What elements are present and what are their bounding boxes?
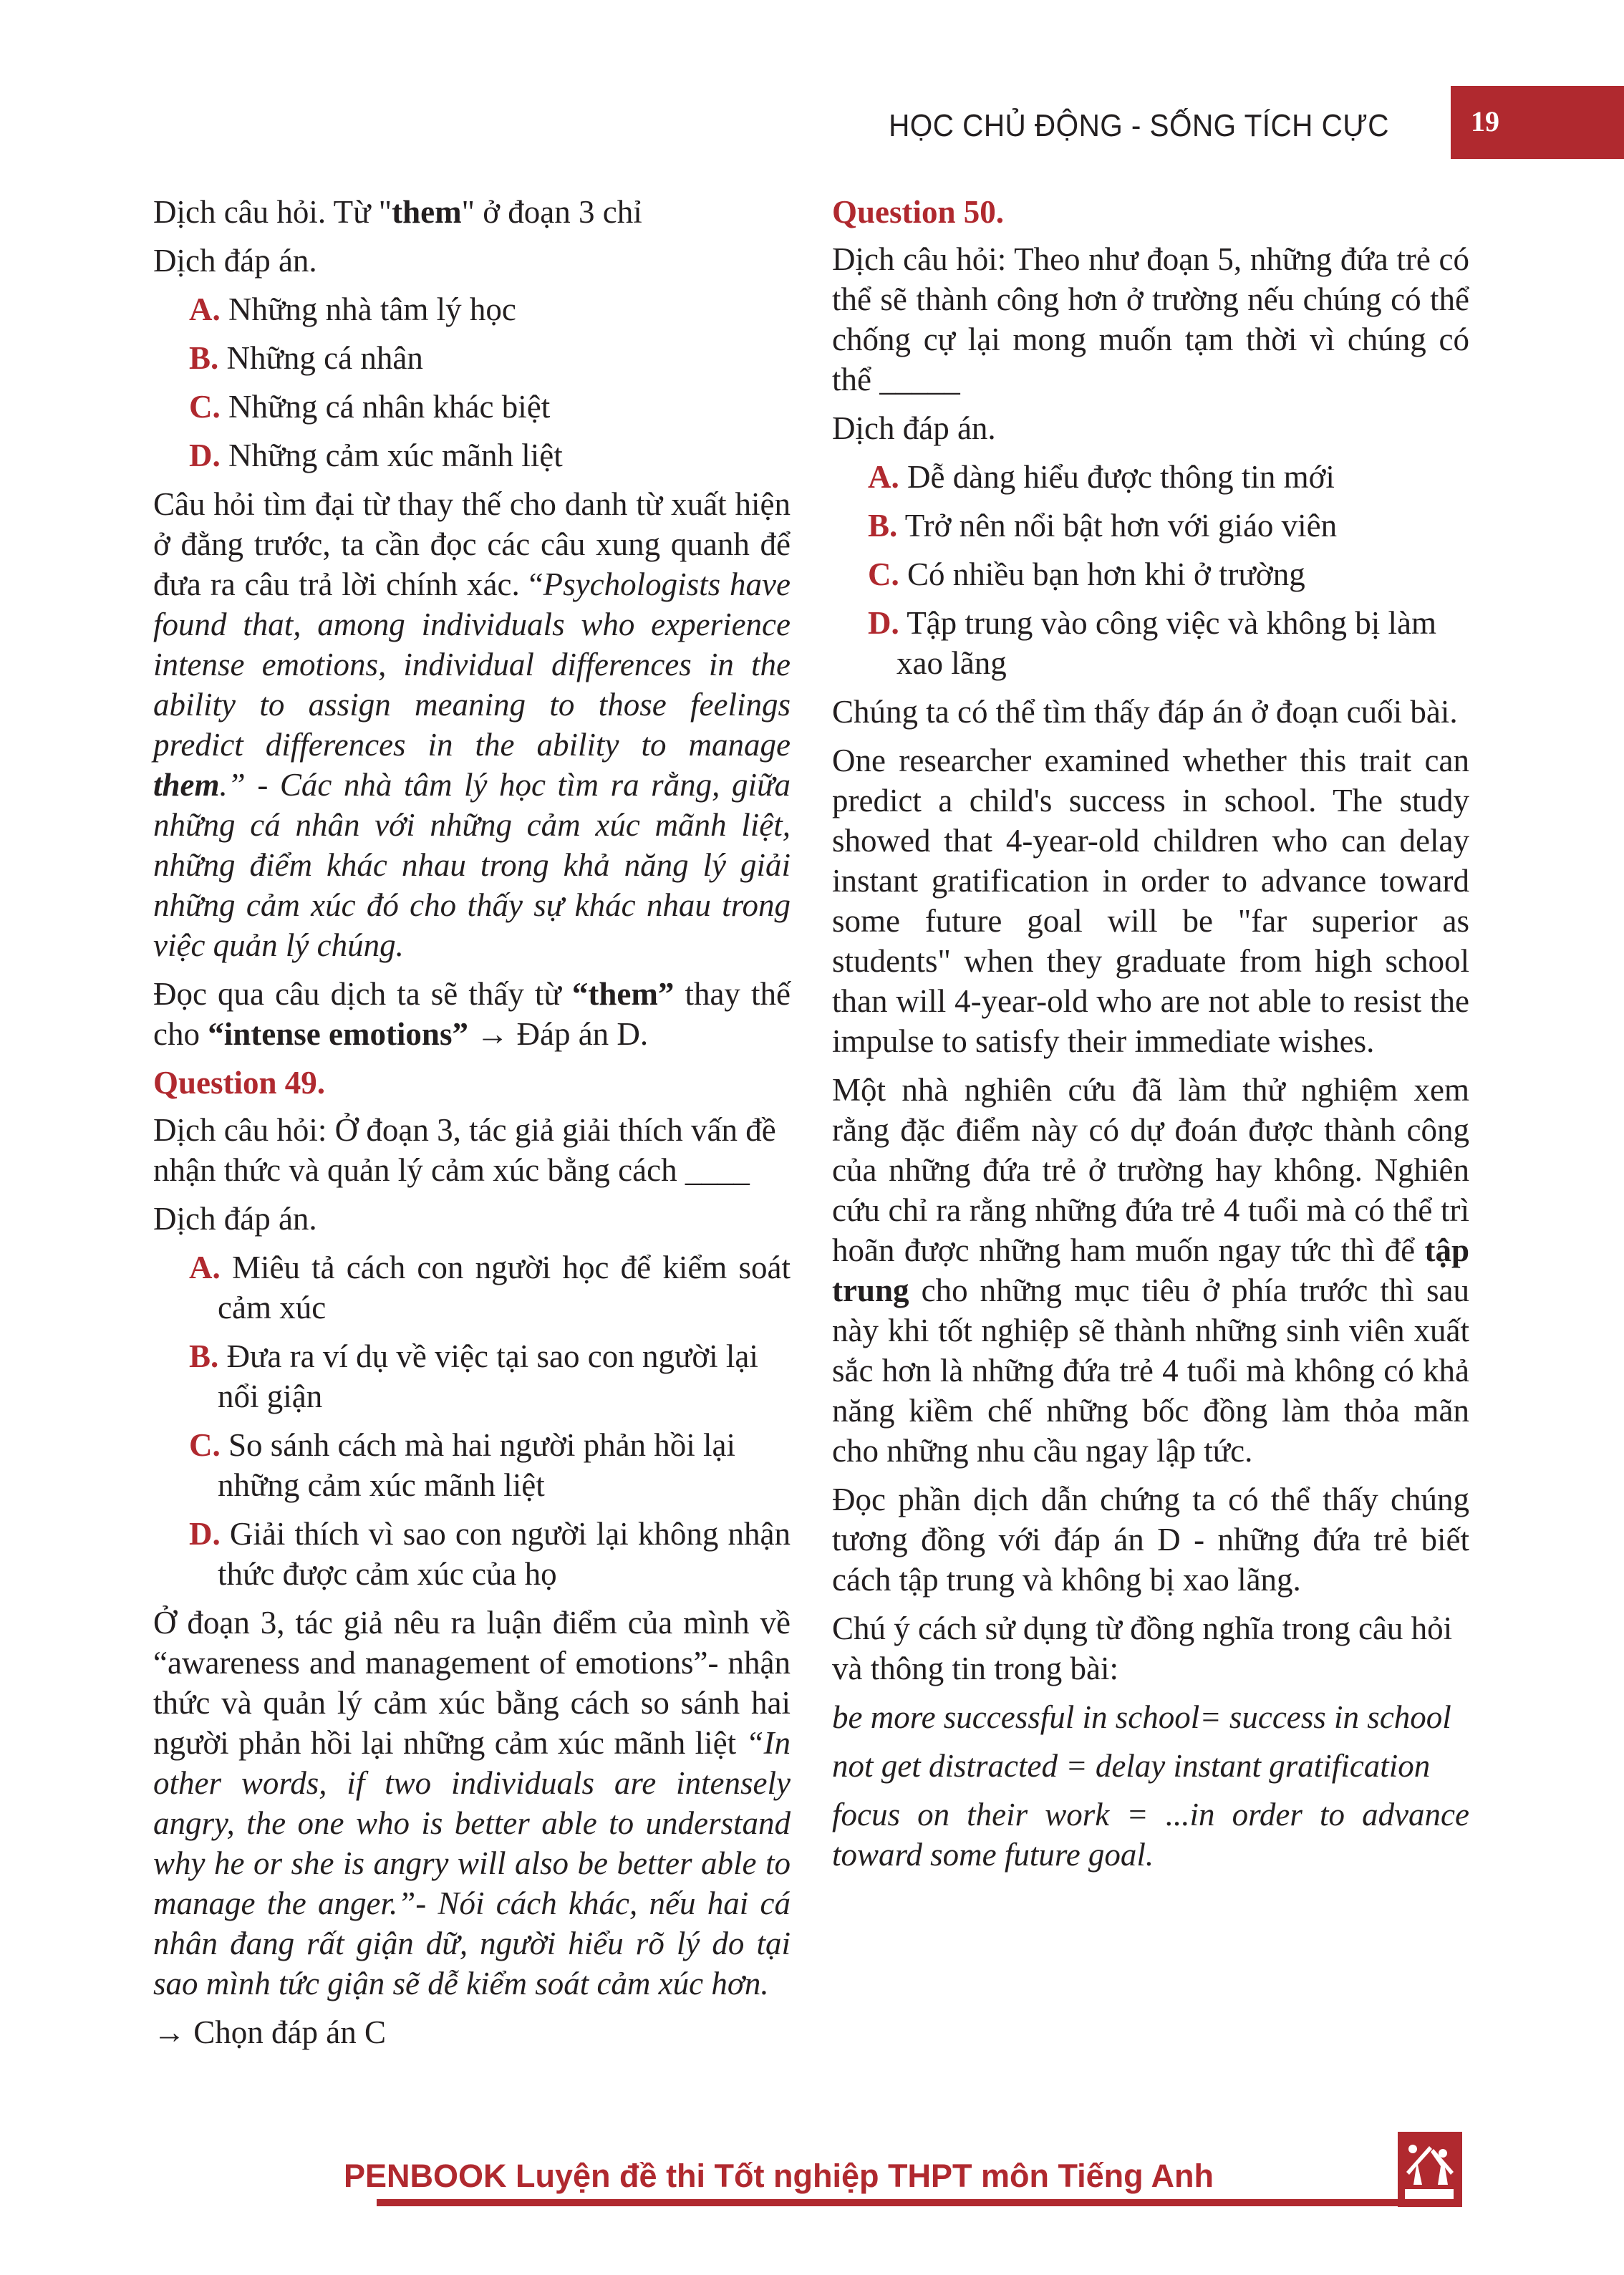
q49-option-c: C. So sánh cách mà hai người phản hồi lại những cảm xúc mãnh liệt	[189, 1427, 736, 1503]
q50-option-c: C. Có nhiều bạn hơn khi ở trường	[868, 556, 1305, 592]
q50-heading: Question 50.	[832, 194, 1005, 230]
q49-explanation: Ở đoạn 3, tác giả nêu ra luận điểm của mình về “awareness and management of emotions”- nhận thức và quản lý cảm xúc bằng cách so sánh hai người phản hồi lại những cảm xúc mãnh liệt “In other words, if two individuals are intensely angry, the one who is better able to understand why he or she is angry will also be better able to manage the anger.”- Nói cách khác, nếu hai cá nhân đang rất giận dữ, người hiểu rõ lý do tại sao mình tức giận sẽ dễ kiểm soát cảm xúc hơn.	[153, 1605, 791, 2001]
q50-conclusion: Đọc phần dịch dẫn chứng ta có thể thấy chúng tương đồng với đáp án D - những đứa trẻ biết cách tập trung và không bị xao lãng.	[832, 1482, 1469, 1598]
q50-synonym-3: focus on their work = ...in order to advance toward some future goal.	[832, 1797, 1469, 1873]
q49-answers-label: Dịch đáp án.	[153, 1201, 317, 1237]
q49-conclusion: → Chọn đáp án C	[153, 2014, 386, 2050]
page-number-box	[1451, 86, 1624, 159]
q50-option-b: B. Trở nên nổi bật hơn với giáo viên	[868, 508, 1338, 544]
logo-figures-icon	[1403, 2142, 1456, 2199]
q50-synonym-1: be more successful in school= success in school	[832, 1699, 1451, 1735]
q50-question: Dịch câu hỏi: Theo như đoạn 5, những đứa trẻ có thể sẽ thành công hơn ở trường nếu chúng có thể chống cự lại mong muốn tạm thời vì chúng có thể _____	[832, 241, 1469, 397]
q50-answers-label: Dịch đáp án.	[832, 410, 996, 446]
q50-locate-note: Chúng ta có thể tìm thấy đáp án ở đoạn cuối bài.	[832, 694, 1458, 730]
q48-option-d: D. Những cảm xúc mãnh liệt	[189, 438, 563, 473]
q49-option-d: D. Giải thích vì sao con người lại không nhận thức được cảm xúc của họ	[189, 1516, 791, 1592]
q50-option-d: D. Tập trung vào công việc và không bị làm xao lãng	[868, 605, 1436, 681]
page-number: 19	[1471, 105, 1499, 137]
q50-synonym-2: not get distracted = delay instant gratification	[832, 1748, 1431, 1784]
q50-translation: Một nhà nghiên cứu đã làm thử nghiệm xem rằng đặc điểm này có dự đoán được thành công của những đứa trẻ ở trường hay không. Nghiên cứu chỉ ra rằng những đứa trẻ 4 tuổi mà có thể trì hoãn được những ham muốn ngay tức thì để tập trung cho những mục tiêu ở phía trước thì sau này khi tốt nghiệp sẽ thành những sinh viên xuất sắc hơn là những đứa trẻ 4 tuổi mà không có khả năng kiềm chế những bốc đồng làm thỏa mãn cho những nhu cầu ngay lập tức.	[832, 1072, 1469, 1469]
q48-conclusion: Đọc qua câu dịch ta sẽ thấy từ “them” thay thế cho “intense emotions” → Đáp án D.	[153, 976, 791, 1052]
q48-option-c: C. Những cá nhân khác biệt	[189, 389, 551, 425]
q49-option-a: A. Miêu tả cách con người học để kiểm soát cảm xúc	[189, 1250, 791, 1325]
q48-option-a: A. Những nhà tâm lý học	[189, 291, 516, 327]
running-header-title: HỌC CHỦ ĐỘNG - SỐNG TÍCH CỰC	[889, 108, 1389, 143]
q48-option-b: B. Những cá nhân	[189, 340, 423, 376]
q48-question: Dịch câu hỏi. Từ "them" ở đoạn 3 chỉ	[153, 194, 642, 230]
right-column	[832, 192, 1469, 1883]
q50-passage-excerpt: One researcher examined whether this trait can predict a child's success in school. The study showed that 4-year-old children who can delay instant gratification in order to advance toward some future goal will be "far superior as students" when they graduate from high school than will 4-year-old who are not able to resist the impulse to satisfy their immediate wishes.	[832, 743, 1469, 1059]
q50-synonym-note: Chú ý cách sử dụng từ đồng nghĩa trong câu hỏi và thông tin trong bài:	[832, 1610, 1453, 1686]
q48-answers-label: Dịch đáp án.	[153, 243, 317, 279]
q49-option-b: B. Đưa ra ví dụ về việc tại sao con người lại nổi giận	[189, 1338, 758, 1414]
left-column	[153, 192, 791, 2061]
footer-book-title: PENBOOK Luyện đề thi Tốt nghiệp THPT môn Tiếng Anh	[344, 2158, 1214, 2194]
q50-option-a: A. Dễ dàng hiểu được thông tin mới	[868, 459, 1335, 495]
footer-divider	[377, 2199, 1458, 2206]
q49-question: Dịch câu hỏi: Ở đoạn 3, tác giả giải thích vấn đề nhận thức và quản lý cảm xúc bằng cách ____	[153, 1112, 776, 1188]
q49-heading: Question 49.	[153, 1065, 326, 1101]
q48-explanation: Câu hỏi tìm đại từ thay thế cho danh từ xuất hiện ở đằng trước, ta cần đọc các câu xung quanh để đưa ra câu trả lời chính xác. “Psychologists have found that, among individuals who experience intense emotions, individual differences in the ability to assign meaning to those feelings predict differences in the ability to manage them.” - Các nhà tâm lý học tìm ra rằng, giữa những cá nhân với những cảm xúc mãnh liệt, những điểm khác nhau trong khả năng lý giải những cảm xúc đó cho thấy sự khác nhau trong việc quản lý chúng.	[153, 486, 791, 963]
two-people-logo-icon	[1398, 2132, 1462, 2207]
